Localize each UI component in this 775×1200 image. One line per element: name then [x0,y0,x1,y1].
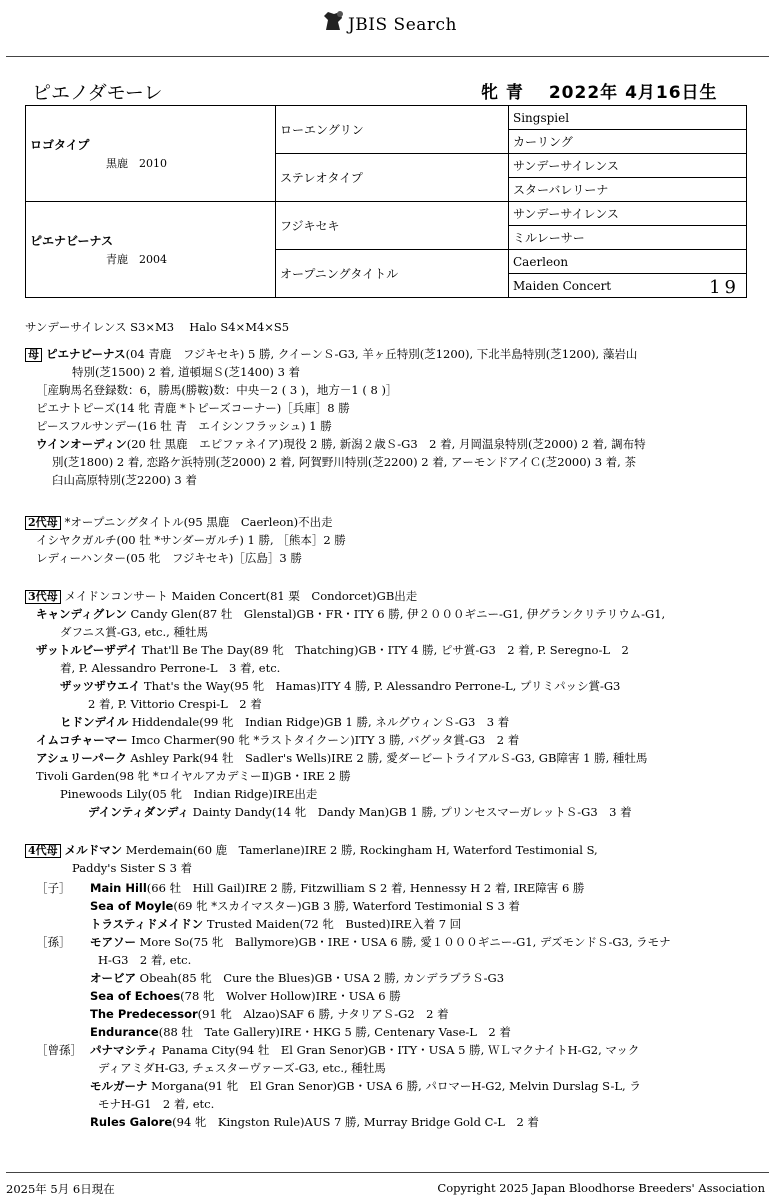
family-line [36,400,350,416]
line-text: ピエナトピーズ(14 牝 青鹿 *トピーズコーナー)［兵庫］8 勝 [36,401,350,415]
family-line [36,532,346,548]
line-text: 2 着, P. Vittorio Crespi-L 2 着 [88,697,262,711]
family-line [60,714,509,730]
family-line [36,934,671,950]
header-divider [6,56,769,57]
horse-logo-icon [318,8,348,32]
family-line [36,750,647,766]
line-text: Panama City(94 牡 El Gran Senor)GB・ITY・USA 5 勝, ＷＬマクナイトH-G2, マック [158,1043,640,1057]
generation-label: ［子］ [36,881,71,895]
ped-ddd[interactable]: Maiden Concert [513,278,612,293]
family-line [52,472,197,488]
family-line [90,988,401,1004]
horse-link[interactable]: キャンディグレン [36,607,127,621]
footer-divider [6,1172,769,1173]
line-text: Hiddendale(99 牝 Indian Ridge)GB 1 勝, ネルグウィンＳ-G3 3 着 [128,715,510,729]
line-text: Tivoli Garden(98 牝 *ロイヤルアカデミーⅡ)GB・IRE 2 勝 [36,769,351,783]
horse-link[interactable]: モルガーナ [90,1079,148,1093]
family-line [25,514,333,530]
family-line [36,418,332,434]
horse-info: 牝 青 2022年 4月16日生 [481,83,718,103]
family-line [25,588,417,604]
horse-link[interactable]: トラスティドメイドン [90,917,204,931]
footer-date: 2025年 5月 6日現在 [6,1182,115,1196]
horse-name: ピエノダモーレ [32,82,163,104]
line-text: Obeah(85 牝 Cure the Blues)GB・USA 2 勝, カンデラブラＳ-G3 [136,971,505,985]
line-text: *オープニングタイトル(95 黒鹿 Caerleon)不出走 [64,515,333,529]
horse-link[interactable]: パナマシティ [90,1043,159,1057]
ped-ssd[interactable]: カーリング [509,130,747,154]
line-text: (88 牡 Tate Gallery)IRE・HKG 5 勝, Centenary Vase-L 2 着 [158,1025,511,1039]
family-line [88,804,632,820]
family-line [36,1042,639,1058]
family-line [90,970,504,986]
line-text: (69 牝 *スカイマスター)GB 3 勝, Waterford Testimonial S 3 着 [173,899,520,913]
horse-link[interactable]: メルドマン [64,843,123,857]
logo-text: JBIS Search [347,15,457,35]
line-text: モナH-G1 2 着, etc. [98,1097,215,1111]
family-line [36,382,397,398]
family-line [98,1060,386,1076]
family-line [90,1006,449,1022]
family-line [60,660,280,676]
family-line [36,642,629,658]
line-text: 別(芝1800) 2 着, 恋路ケ浜特別(芝2000) 2 着, 阿賀野川特別(芝2200) 2 着, アーモンドアイＣ(芝2000) 3 着, 茶 [52,455,636,469]
line-text: Imco Charmer(90 牝 *ラストタイクーン)ITY 3 勝, バグッタ賞-G3 2 着 [127,733,520,747]
ped-ddd-cell [509,274,747,298]
family-line [90,1024,511,1040]
horse-link[interactable]: Main Hill [90,881,147,895]
ped-sds[interactable]: サンデーサイレンス [509,154,747,178]
horse-link[interactable]: ザットルビーザデイ [36,643,139,657]
ped-ds[interactable]: フジキセキ [276,202,509,250]
line-text: 臼山高原特別(芝2200) 3 着 [52,473,197,487]
generation-label: ［孫］ [36,935,71,949]
line-text: More So(75 牝 Ballymore)GB・IRE・USA 6 勝, 愛１０００ギニー-G1, デズモンドＳ-G3, ラモナ [136,935,671,949]
line-text: Pinewoods Lily(05 牝 Indian Ridge)IRE出走 [60,787,318,801]
dam-sub: 青鹿 2004 [106,253,167,266]
family-line [88,696,262,712]
horse-link[interactable]: Sea of Moyle [90,899,174,913]
inbreed-line: サンデーサイレンス S3×M3 Halo S4×M4×S5 [25,320,290,334]
line-text: Dainty Dandy(14 牝 Dandy Man)GB 1 勝, プリンセスマーガレットＳ-G3 3 着 [188,805,632,819]
family-line [36,606,665,622]
generation-tag: 母 [25,348,42,362]
horse-link[interactable]: Endurance [90,1025,159,1039]
line-text: Ashley Park(94 牡 Sadler's Wells)IRE 2 勝, 愛ダービートライアルＳ-G3, GB障害 1 勝, 種牡馬 [126,751,648,765]
family-number: 19 [709,276,740,298]
line-text: ダフニス賞-G3, etc., 種牡馬 [60,625,208,639]
family-line [60,624,208,640]
generation-tag: 4代母 [25,844,61,858]
line-text: That's the Way(95 牝 Hamas)ITY 4 勝, P. Alessandro Perrone-L, プリミパッシ賞-G3 [140,679,621,693]
sire-cell [26,106,276,202]
generation-tag: 3代母 [25,590,61,604]
sire-name[interactable]: ロゴタイプ [30,138,90,152]
line-text: H-G3 2 着, etc. [98,953,192,967]
dam-cell [26,202,276,298]
line-text: (78 牝 Wolver Hollow)IRE・USA 6 勝 [180,989,401,1003]
line-text: Trusted Maiden(72 牝 Busted)IRE入着 7 回 [203,917,462,931]
family-line [25,842,598,858]
family-line [72,860,192,876]
ped-sd[interactable]: ステレオタイプ [276,154,509,202]
family-line [60,786,317,802]
line-text: Merdemain(60 鹿 Tamerlane)IRE 2 勝, Rockingham H, Waterford Testimonial S, [122,843,598,857]
line-text: (66 牡 Hill Gail)IRE 2 勝, Fitzwilliam S 2 着, Hennessy H 2 着, IRE障害 6 勝 [146,881,585,895]
line-text: メイドンコンサート Maiden Concert(81 栗 Condorcet)GB出走 [64,589,418,603]
line-text: Candy Glen(87 牡 Glenstal)GB・FR・ITY 6 勝, 伊２０００ギニー-G1, 伊グランクリテリウム-G1, [126,607,666,621]
family-line [36,550,302,566]
horse-link[interactable]: ピエナビーナス [46,347,126,361]
family-line [36,880,584,896]
family-line [98,952,191,968]
line-text: ピースフルサンデー(16 牡 青 エイシンフラッシュ) 1 勝 [36,419,332,433]
ped-sss[interactable]: Singspiel [509,106,747,130]
horse-link[interactable]: アシュリーパーク [36,751,127,765]
family-line [60,678,620,694]
horse-link[interactable]: Rules Galore [90,1115,173,1129]
horse-link[interactable]: ウインオーディン [36,437,127,451]
jbis-logo[interactable] [0,8,775,35]
line-text: (20 牡 黒鹿 エピファネイア)現役 2 勝, 新潟２歳Ｓ-G3 2 着, 月岡温泉特別(芝2000) 2 着, 調布特 [126,437,646,451]
line-text: 着, P. Alessandro Perrone-L 3 着, etc. [60,661,281,675]
ped-dss[interactable]: サンデーサイレンス [509,202,747,226]
line-text: イシヤクガルチ(00 牡 *サンダーガルチ) 1 勝, ［熊本］2 勝 [36,533,346,547]
generation-label: ［曾孫］ [36,1043,82,1057]
horse-link[interactable]: オービア [90,971,136,985]
ped-dd[interactable]: オープニングタイトル [276,250,509,298]
line-text: 特別(芝1500) 2 着, 道頓堀Ｓ(芝1400) 3 着 [72,365,301,379]
horse-link[interactable]: デインティダンディ [88,805,189,819]
dam-name[interactable]: ピエナビーナス [30,234,114,248]
horse-link[interactable]: ヒドンデイル [60,715,129,729]
ped-ss[interactable]: ローエングリン [276,106,509,154]
family-line [90,898,520,914]
line-text: (91 牝 Alzao)SAF 6 勝, ナタリアＳ-G2 2 着 [197,1007,449,1021]
family-line [72,364,300,380]
horse-link[interactable]: The Predecessor [90,1007,198,1021]
family-line [25,346,637,362]
line-text: (04 青鹿 フジキセキ) 5 勝, クイーンＳ-G3, 羊ヶ丘特別(芝1200), 下北半島特別(芝1200), 藻岩山 [125,347,638,361]
family-line [98,1096,214,1112]
ped-dds[interactable]: Caerleon [509,250,747,274]
footer-copyright: Copyright 2025 Japan Bloodhorse Breeders' Association [437,1181,765,1195]
ped-sdd[interactable]: スターバレリーナ [509,178,747,202]
horse-link[interactable]: イムコチャーマー [36,733,128,747]
pedigree-table [25,105,747,298]
line-text: レディーハンター(05 牝 フジキセキ)［広島］3 勝 [36,551,302,565]
line-text: Paddy's Sister S 3 着 [72,861,193,875]
generation-tag: 2代母 [25,516,61,530]
line-text: Morgana(91 牝 El Gran Senor)GB・USA 6 勝, パロマーH-G2, Melvin Durslag S-L, ラ [147,1079,641,1093]
family-line [90,1114,539,1130]
horse-link[interactable]: ザッツザウエイ [60,679,141,693]
line-text: ディアミダH-G3, チェスターヴァーズ-G3, etc., 種牡馬 [98,1061,386,1075]
line-text: ［産駒馬名登録数：6，勝馬(勝鞍)数：中央－2 ( 3 )，地方－1 ( 8 )］ [36,383,398,397]
family-line [90,916,461,932]
line-text: (94 牝 Kingston Rule)AUS 7 勝, Murray Bridge Gold C-L 2 着 [172,1115,539,1129]
family-line [90,1078,641,1094]
family-line [36,768,351,784]
family-line [36,436,646,452]
ped-dsd[interactable]: ミルレーサー [509,226,747,250]
horse-link[interactable]: モアソー [90,935,136,949]
horse-link[interactable]: Sea of Echoes [90,989,181,1003]
family-line [36,732,519,748]
line-text: That'll Be The Day(89 牝 Thatching)GB・ITY 4 勝, ピサ賞-G3 2 着, P. Seregno-L 2 [138,643,629,657]
sire-sub: 黒鹿 2010 [106,157,167,170]
family-line [52,454,636,470]
